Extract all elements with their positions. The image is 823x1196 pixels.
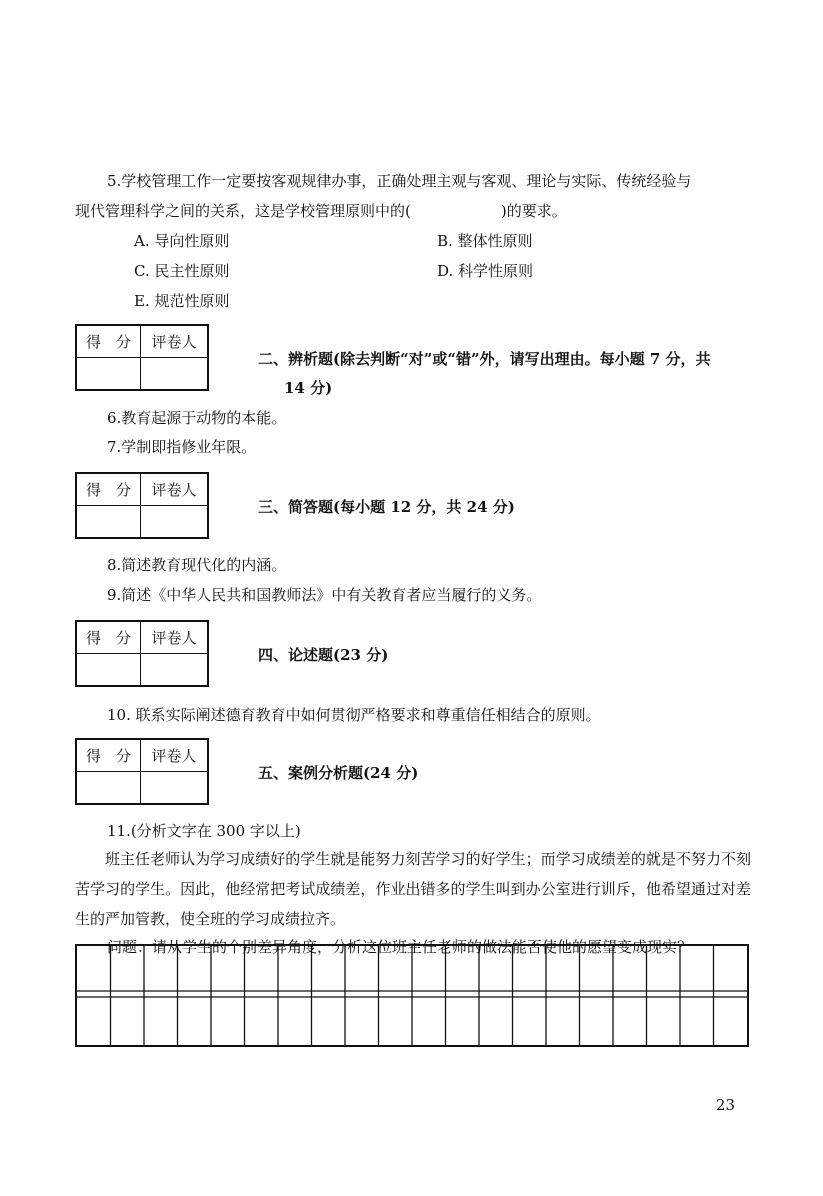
score-label: 得 分 [76, 325, 141, 358]
section5-title: 五、案例分析题(24 分) [258, 764, 419, 782]
section2-title-line2: 14 分) [284, 379, 333, 397]
q5-line1: 5.学校管理工作一定要按客观规律办事，正确处理主观与客观、理论与实际、传统经验与 [107, 172, 692, 190]
grader-cell[interactable] [141, 506, 209, 539]
section2-title-line1: 二、辨析题(除去判断“对”或“错”外，请写出理由。每小题 7 分，共 [258, 350, 711, 368]
q10: 10. 联系实际阐述德育教育中如何贯彻严格要求和尊重信任相结合的原则。 [107, 706, 601, 724]
grader-label: 评卷人 [141, 325, 209, 358]
score-cell[interactable] [76, 772, 141, 805]
grader-cell[interactable] [141, 358, 209, 391]
score-table-section3 [75, 472, 209, 539]
grader-label: 评卷人 [141, 621, 209, 654]
grader-label: 评卷人 [141, 739, 209, 772]
q5-line2-prefix: 现代管理科学之间的关系，这是学校管理原则中的( [75, 202, 411, 220]
section3-title: 三、简答题(每小题 12 分，共 24 分) [258, 498, 515, 516]
score-label: 得 分 [76, 621, 141, 654]
grader-cell[interactable] [141, 654, 209, 687]
score-cell[interactable] [76, 358, 141, 391]
score-table-section2 [75, 324, 209, 391]
q11: 11.(分析文字在 300 字以上) [107, 822, 301, 840]
q5-option-c: C. 民主性原则 [134, 262, 230, 280]
grader-label: 评卷人 [141, 473, 209, 506]
section4-title: 四、论述题(23 分) [258, 646, 389, 664]
score-label: 得 分 [76, 473, 141, 506]
q5-option-b: B. 整体性原则 [437, 232, 533, 250]
grader-cell[interactable] [141, 772, 209, 805]
score-cell[interactable] [76, 654, 141, 687]
q6: 6.教育起源于动物的本能。 [107, 409, 287, 427]
q5-option-a: A. 导向性原则 [134, 232, 230, 250]
score-table-section4 [75, 620, 209, 687]
q5-line2-suffix: )的要求。 [500, 202, 567, 220]
score-table-section5 [75, 738, 209, 805]
q5-option-d: D. 科学性原则 [437, 262, 534, 280]
answer-grid[interactable] [75, 944, 749, 1047]
q8: 8.简述教育现代化的内涵。 [107, 556, 287, 574]
score-cell[interactable] [76, 506, 141, 539]
q7: 7.学制即指修业年限。 [107, 438, 257, 456]
case-question: 问题：请从学生的个别差异角度，分析这位班主任老师的做法能否使他的愿望变成现实？ [107, 938, 693, 956]
page-number: 23 [715, 1096, 735, 1114]
answer-grid-lines [77, 946, 747, 1045]
q9: 9.简述《中华人民共和国教师法》中有关教育者应当履行的义务。 [107, 586, 542, 604]
q5-option-e: E. 规范性原则 [134, 292, 230, 310]
case-text: 班主任老师认为学习成绩好的学生就是能努力刻苦学习的好学生；而学习成绩差的就是不努力不刻苦学习的学生。因此，他经常把考试成绩差，作业出错多的学生叫到办公室进行训斥，他希望通过对差生的严加管教，使全班的学习成绩拉齐。 [75, 850, 751, 928]
score-label: 得 分 [76, 739, 141, 772]
q5-line2 [75, 200, 567, 221]
